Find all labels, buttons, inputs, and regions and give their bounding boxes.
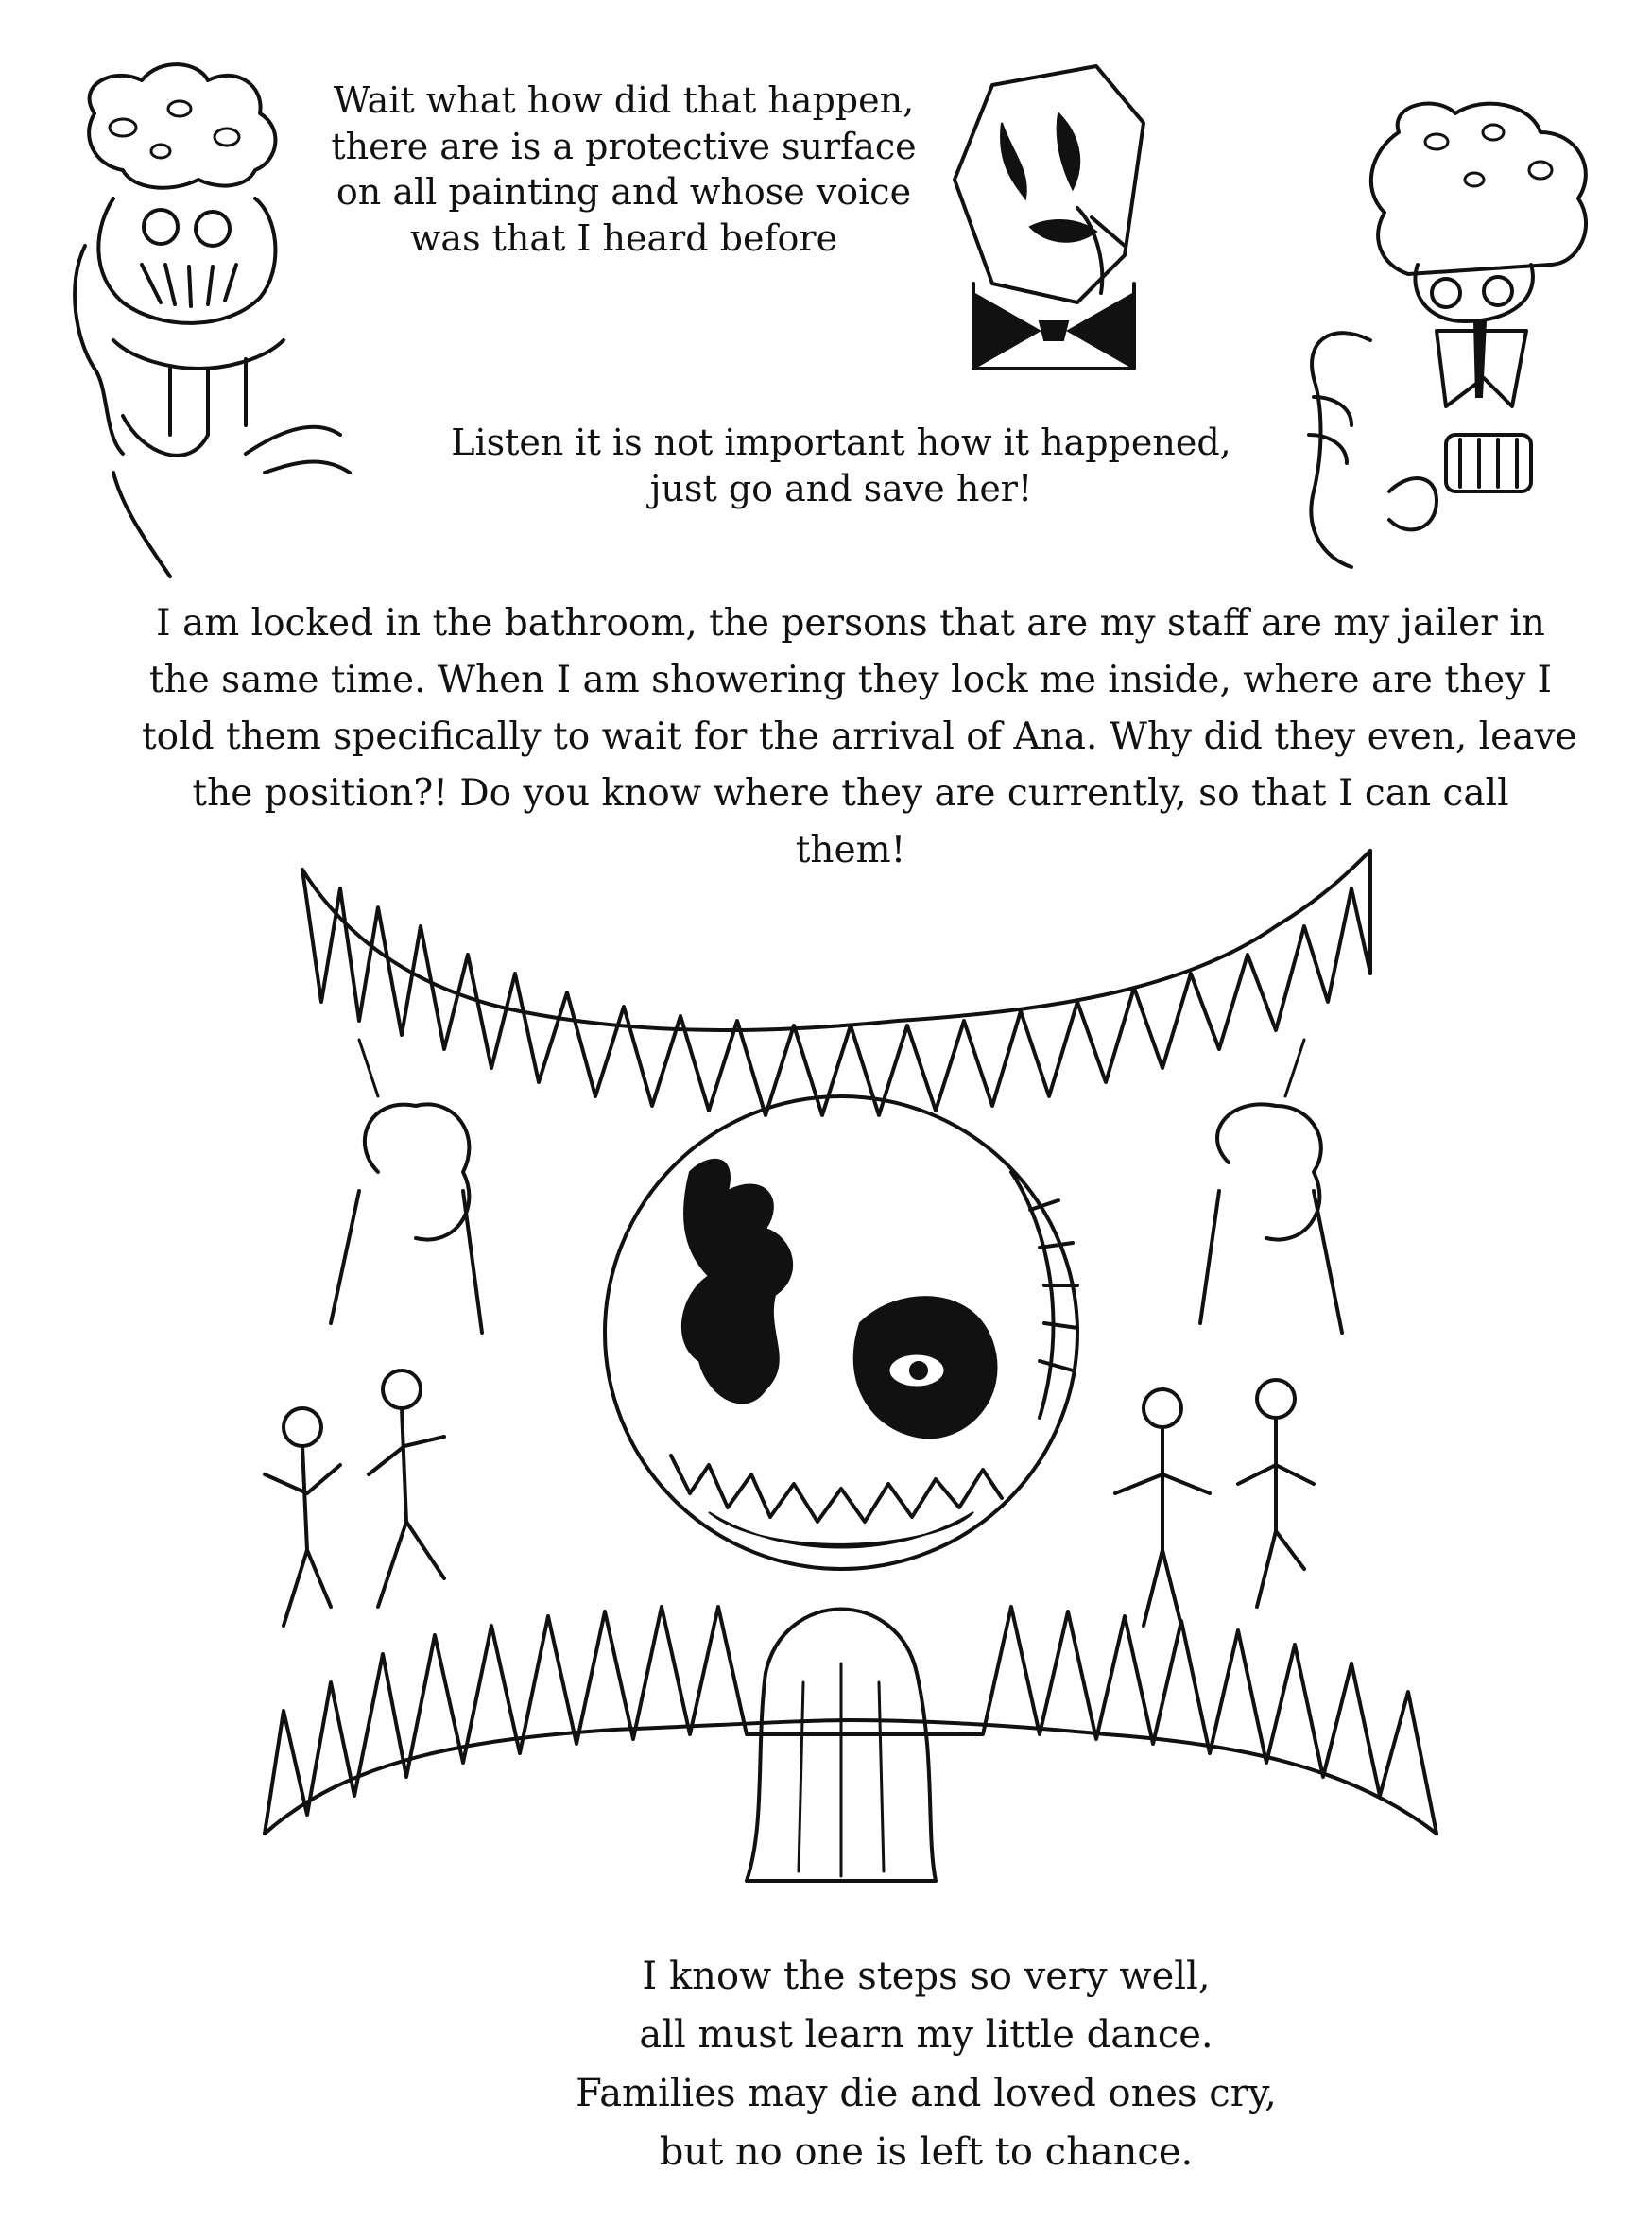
masked-man-illustration [936, 66, 1162, 378]
dialogue-line: the position?! Do you know where they are currently, so that I can call [192, 772, 1509, 816]
dialogue-line: the same time. When I am showering they lock me inside, where are they I [148, 659, 1553, 702]
dialogue-line: Listen it is not important how it happened, [451, 422, 1231, 463]
dialogue-line: told them specifically to wait for the arrival of Ana. Why did they even, leave [142, 715, 1577, 759]
poem-line: but no one is left to chance. [659, 2130, 1194, 2174]
dialogue-line: I am locked in the bathroom, the persons that are my staff are my jailer in [156, 602, 1545, 645]
dialogue-line: was that I heard before [409, 216, 838, 259]
dialogue-line: there are is a protective surface [331, 125, 917, 167]
poem-line: Families may die and loved ones cry, [576, 2072, 1277, 2115]
creature-phone-left-illustration [57, 57, 397, 586]
poem-line: all must learn my little dance. [639, 2013, 1213, 2057]
dialogue-middle-right [416, 420, 1266, 513]
dialogue-line: just go and save her! [649, 468, 1033, 510]
dialogue-line: them! [795, 829, 906, 872]
poem-line: I know the steps so very well, [642, 1955, 1211, 1998]
dialogue-line: Wait what how did that happen, [333, 79, 915, 121]
dialogue-top-left [312, 78, 936, 262]
monster-jaws-illustration [236, 832, 1465, 1890]
poem [454, 1947, 1399, 2181]
dialogue-line: on all painting and whose voice [336, 171, 912, 214]
creature-right-illustration [1257, 95, 1626, 586]
